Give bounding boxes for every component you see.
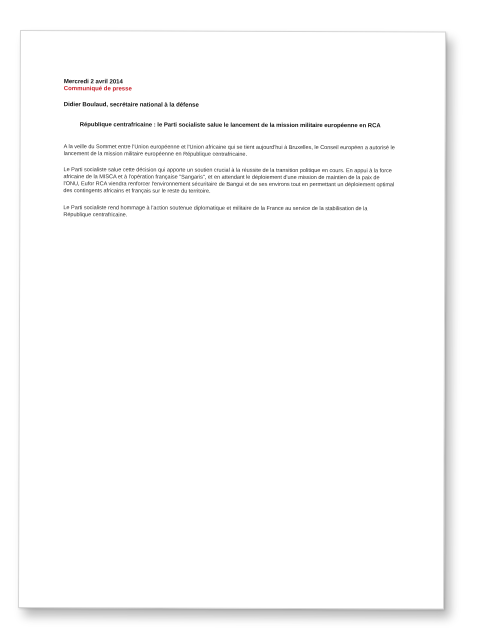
paragraph-3: Le Parti socialiste rend hommage à l'action soutenue diplomatique et militaire de la France au service de la stabilisation de la République centrafricaine.: [63, 204, 368, 219]
release-type: Communiqué de presse: [63, 86, 132, 93]
release-date: Mercredi 2 avril 2014: [63, 79, 123, 86]
document-page: [18, 30, 446, 609]
release-author: Didier Boulaud, secrétaire national à la défense: [63, 102, 199, 109]
document-content: [63, 79, 396, 220]
paragraph-1: A la veille du Sommet entre l'Union européenne et l'Union africaine qui se tient aujourd'hui à Bruxelles, le Conseil européen a autorisé le lancement de la mission militaire européenne en République centrafricaine.: [63, 144, 395, 158]
release-headline: République centrafricaine : le Parti socialiste salue le lancement de la mission militaire européenne en RCA: [79, 122, 381, 130]
paragraph-2: Le Parti socialiste salue cette décision qui apporte un soutien crucial à la réussite de la transition politique en cours. En appui à la force africaine de la MISCA et à l'opération française "Sangaris", et en attendant le déploiement d'une mission de maintien de la paix de l'ONU, Eufor RCA viendra renforcer l'environnement sécuritaire de Bangui et de ses environs tout en permettant un déploiement optimal des contingents africains et français sur le reste du territoire.: [63, 167, 395, 196]
